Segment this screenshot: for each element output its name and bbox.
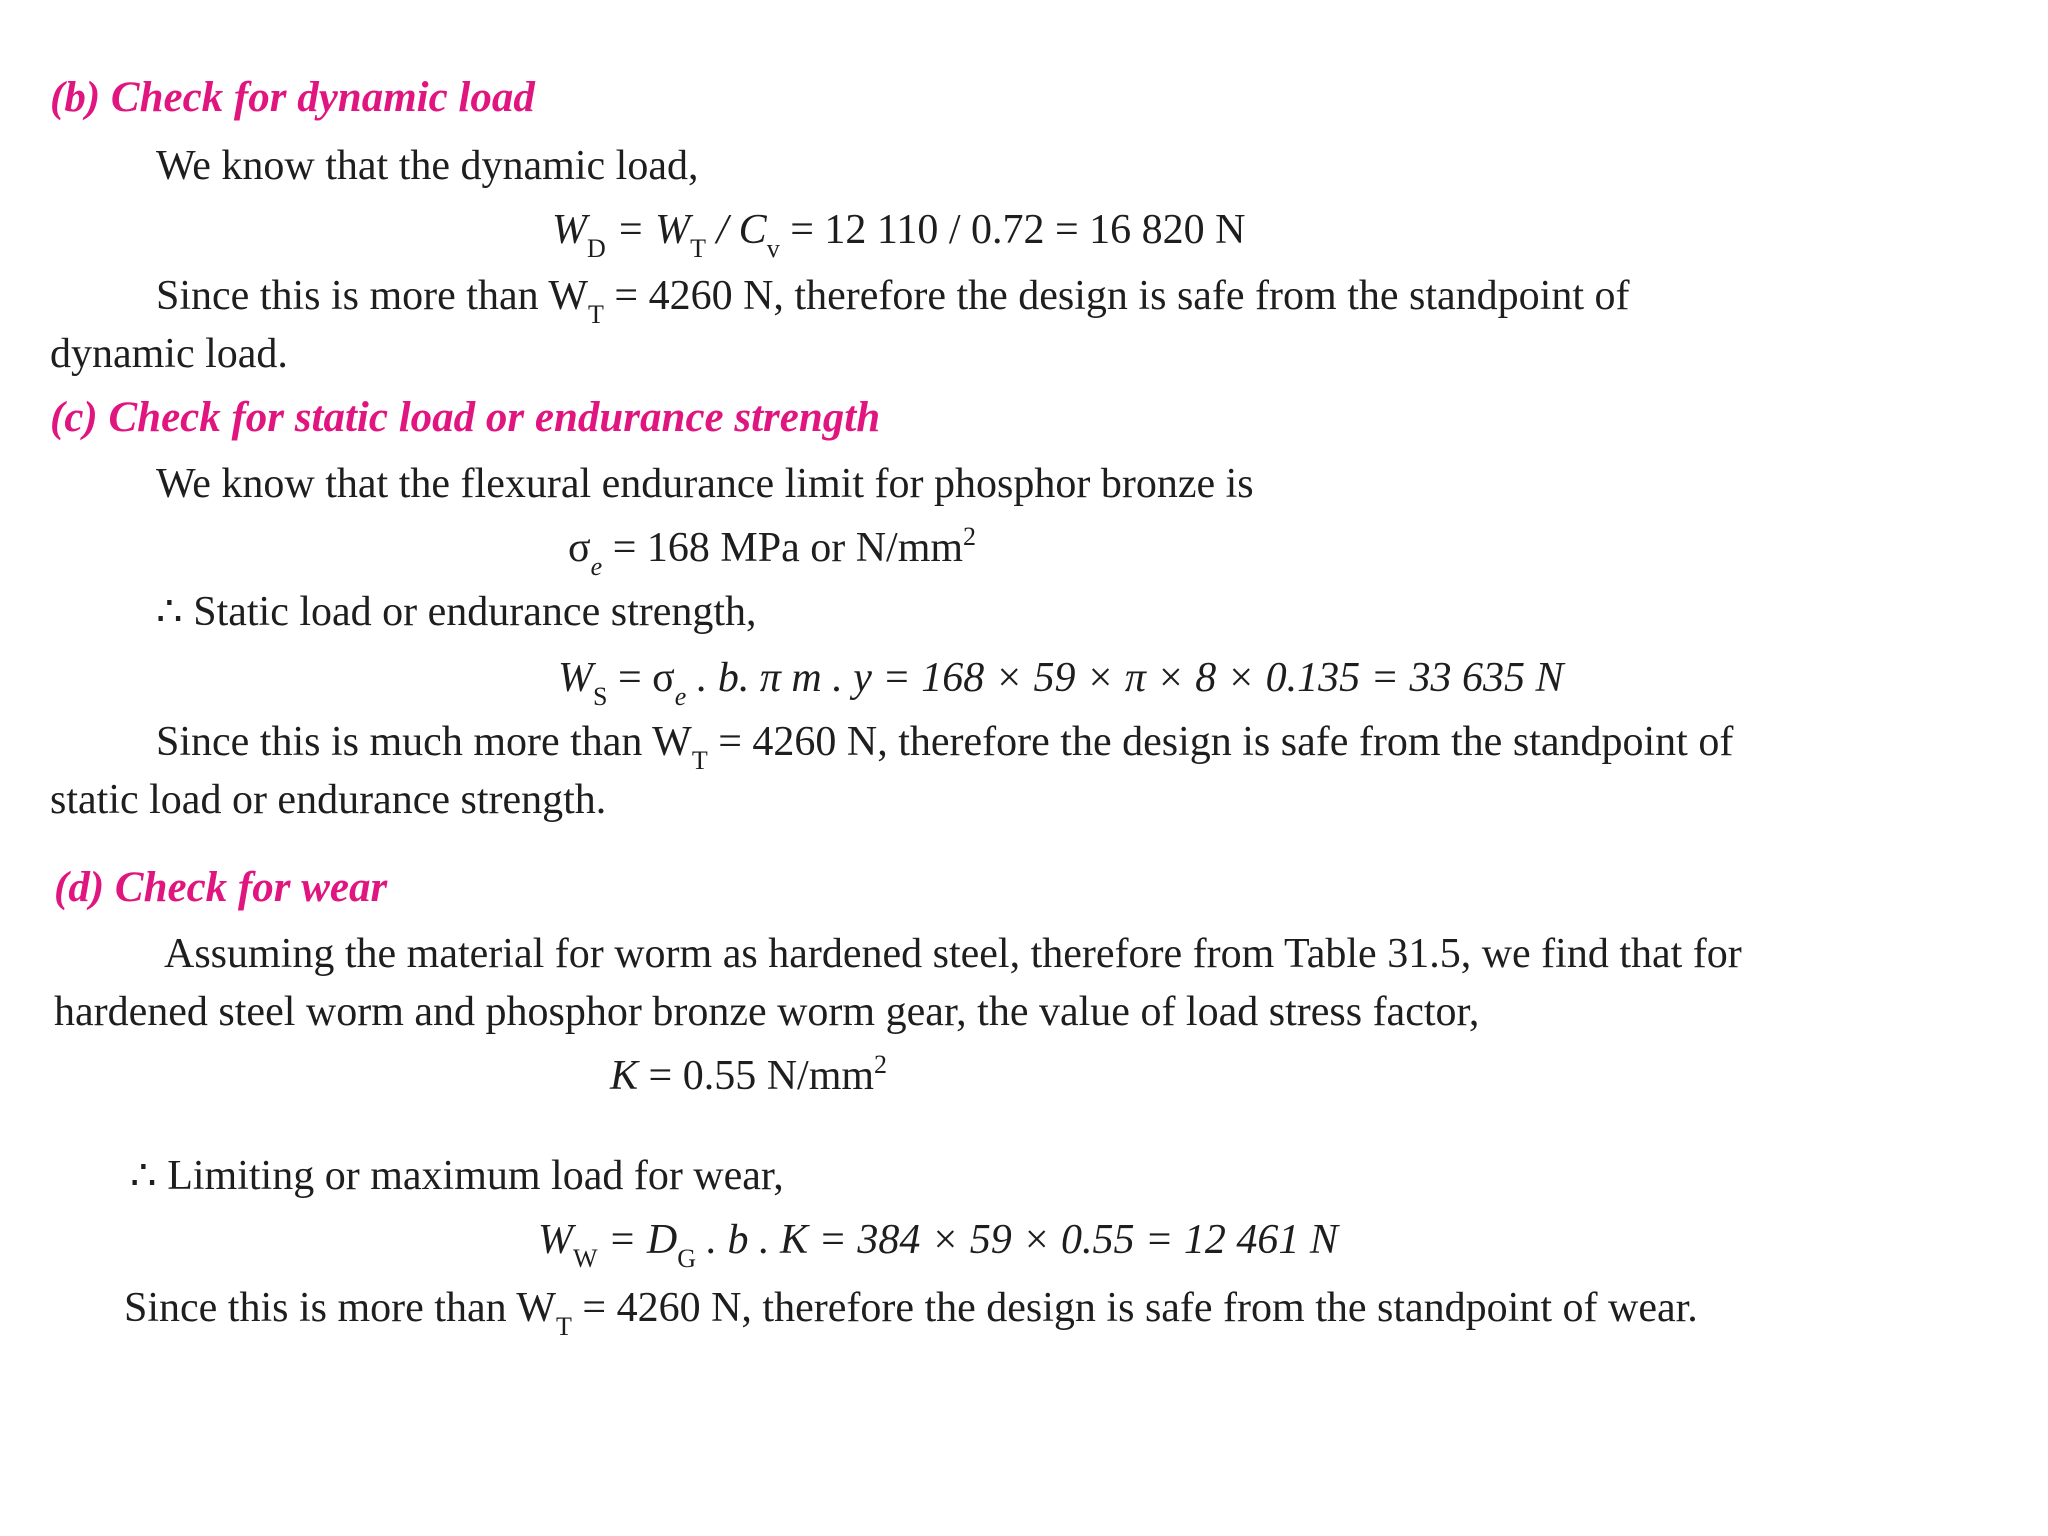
eq-subscript: W: [573, 1244, 598, 1273]
section-d-intro-line1: Assuming the material for worm as hardened steel, therefore from Table 31.5, we find that for: [164, 931, 1742, 977]
section-b-conclusion-line2: dynamic load.: [50, 331, 288, 377]
eq-symbol: σ: [568, 525, 591, 571]
eq-subscript: D: [587, 234, 606, 263]
eq-symbol: W: [558, 655, 593, 701]
eq-part: . b . K = 384 × 59 × 0.55 = 12 461 N: [696, 1217, 1338, 1263]
section-d-equation-1: [610, 1050, 887, 1107]
eq-subscript: S: [593, 682, 608, 711]
text-subscript: T: [556, 1312, 572, 1341]
eq-part: = 168 MPa or N/mm: [602, 525, 964, 571]
eq-symbol: K: [610, 1053, 639, 1099]
eq-part: = W: [616, 207, 691, 253]
eq-subscript: e: [674, 682, 687, 711]
eq-part: = σ: [607, 655, 675, 701]
eq-superscript: 2: [874, 1050, 888, 1079]
text-run: Since this is more than W: [124, 1285, 556, 1331]
eq-subscript: T: [690, 234, 706, 263]
eq-symbol: W: [552, 207, 587, 253]
section-c-therefore: ∴ Static load or endurance strength,: [156, 589, 757, 635]
section-b-conclusion-line1: [156, 270, 1876, 327]
text-run: Since this is much more than W: [156, 719, 692, 765]
section-c-intro: We know that the flexural endurance limit for phosphor bronze is: [156, 461, 1254, 507]
eq-part: = D: [597, 1217, 678, 1263]
eq-symbol: W: [538, 1217, 573, 1263]
eq-subscript: e: [590, 552, 603, 581]
eq-subscript: v: [766, 234, 780, 263]
eq-part: / C: [706, 207, 767, 253]
section-c-conclusion-line2: static load or endurance strength.: [50, 777, 607, 823]
section-d-therefore: ∴ Limiting or maximum load for wear,: [130, 1153, 784, 1199]
section-d-intro-line2: hardened steel worm and phosphor bronze worm gear, the value of load stress factor,: [54, 989, 1480, 1035]
section-c-equation-1: [568, 522, 976, 579]
text-subscript: T: [691, 746, 708, 775]
section-d-heading: (d) Check for wear: [54, 864, 388, 911]
section-b-equation: [552, 204, 1246, 261]
eq-subscript: G: [677, 1244, 697, 1273]
eq-part: = 0.55 N/mm: [638, 1053, 875, 1099]
section-b-intro: We know that the dynamic load,: [156, 143, 699, 189]
text-run: = 4260 N, therefore the design is safe from the standpoint of: [707, 719, 1734, 765]
eq-part: = 12 110 / 0.72 = 16 820 N: [779, 207, 1246, 253]
eq-superscript: 2: [963, 522, 977, 551]
section-d-conclusion: [124, 1282, 1698, 1339]
section-b-heading: (b) Check for dynamic load: [50, 74, 535, 121]
text-run: = 4260 N, therefore the design is safe from the standpoint of: [603, 273, 1630, 319]
text-subscript: T: [588, 300, 604, 329]
eq-part: . b. π m . y = 168 × 59 × π × 8 × 0.135 = 33 635 N: [686, 655, 1564, 701]
text-run: = 4260 N, therefore the design is safe from the standpoint of wear.: [571, 1285, 1698, 1331]
section-c-conclusion-line1: [156, 716, 1876, 773]
text-run: Since this is more than W: [156, 273, 588, 319]
section-d-equation-2: [538, 1214, 1338, 1271]
section-c-equation-2: [558, 652, 1563, 709]
section-c-heading: (c) Check for static load or endurance strength: [50, 394, 881, 441]
